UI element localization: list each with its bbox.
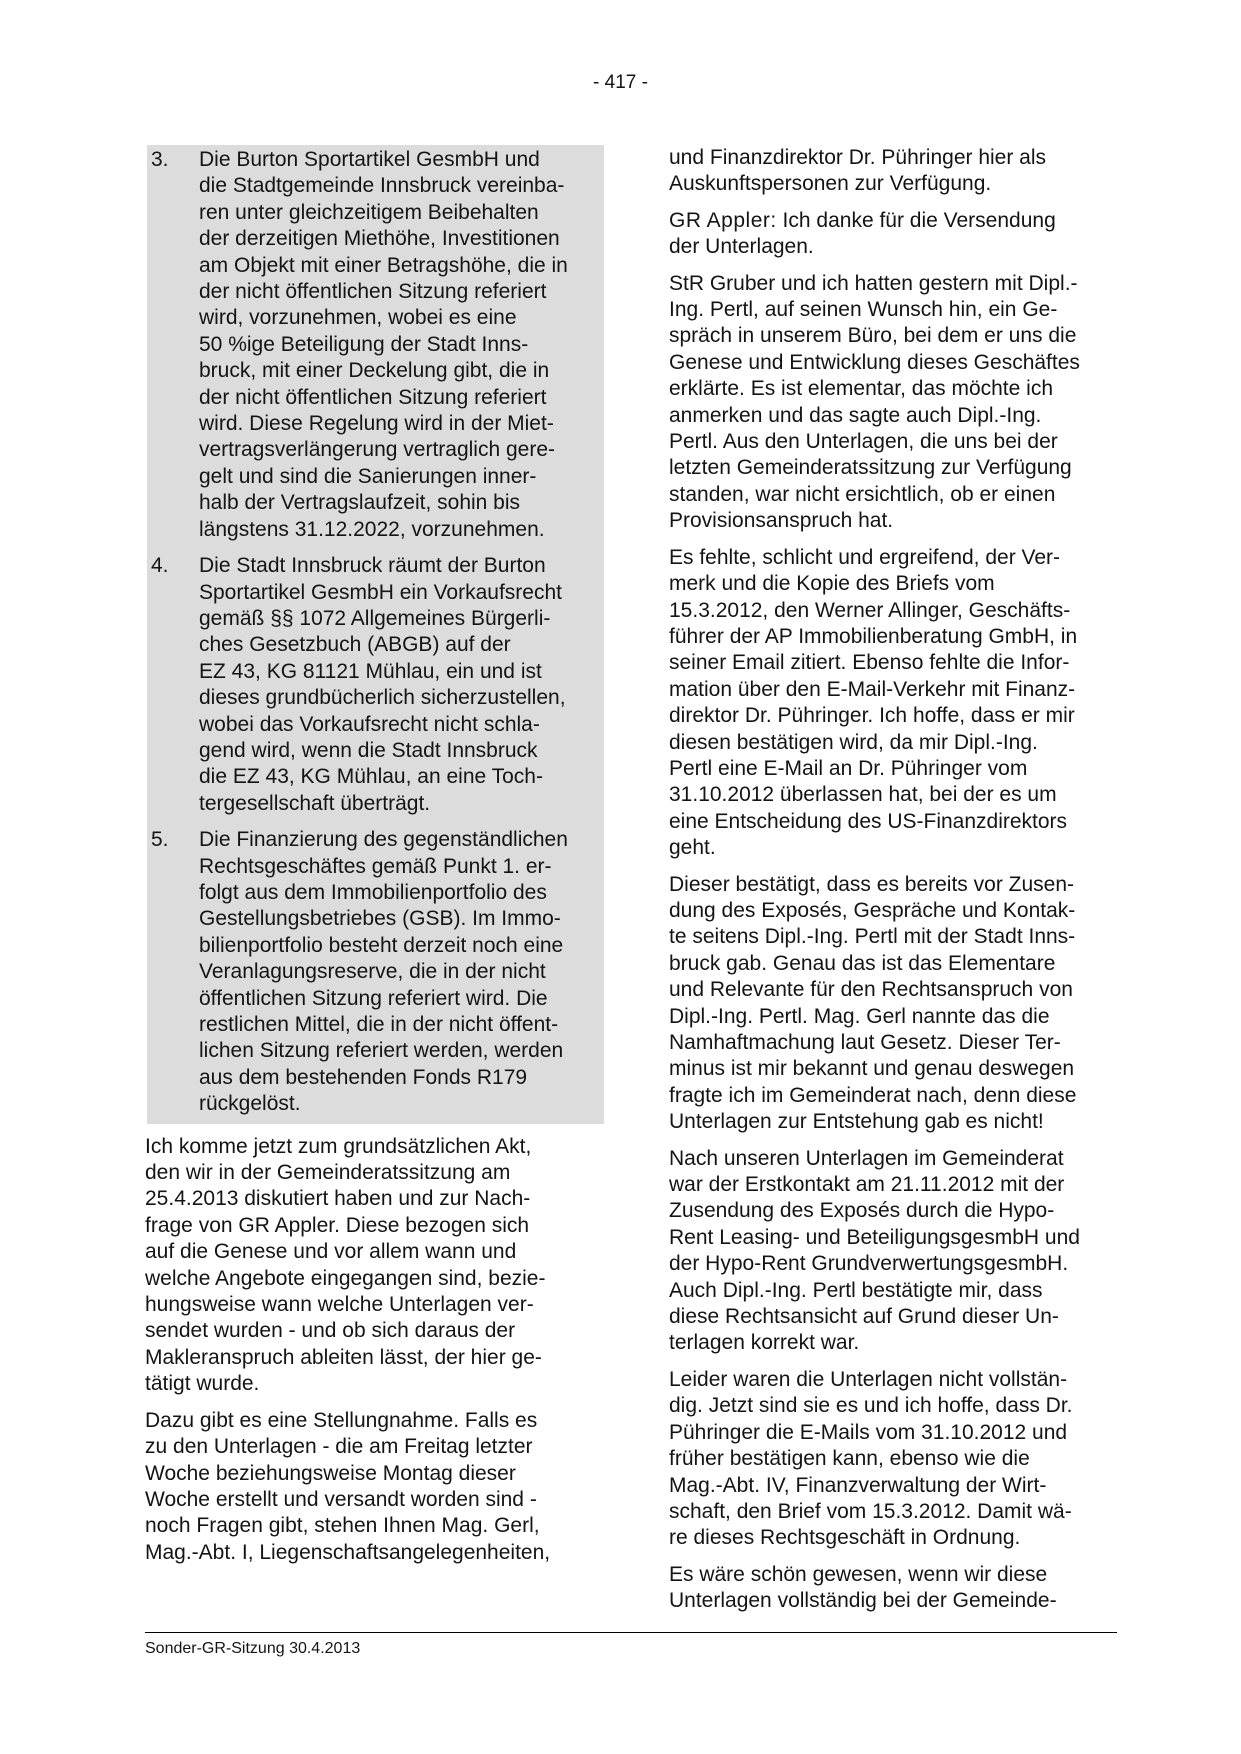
text-line: gelt und sind die Sanierungen inner- — [199, 464, 537, 488]
text-line: direktor Dr. Pühringer. Ich hoffe, dass er mir — [669, 704, 1075, 728]
text-line: der nicht öffentlichen Sitzung referiert — [199, 385, 547, 409]
text-line: Sportartikel GesmbH ein Vorkaufsrecht — [199, 580, 562, 604]
text-line: die Stadtgemeinde Innsbruck vereinba- — [199, 174, 565, 198]
list-item-number: 4. — [151, 554, 169, 578]
paragraph — [669, 1367, 1129, 1552]
list-item-number: 5. — [151, 828, 169, 852]
text-line: Zusendung des Exposés durch die Hypo- — [669, 1199, 1055, 1223]
text-line: Die Stadt Innsbruck räumt der Burton — [199, 554, 546, 578]
text-line: wird, vorzunehmen, wobei es eine — [199, 306, 517, 330]
text-line: Die Burton Sportartikel GesmbH und — [199, 148, 540, 171]
text-line: führer der AP Immobilienberatung GmbH, in — [669, 624, 1078, 648]
text-line: der nicht öffentlichen Sitzung referiert — [199, 280, 547, 304]
text-line: Rechtsgeschäftes gemäß Punkt 1. er- — [199, 854, 552, 878]
paragraph — [669, 545, 1129, 862]
text-line: Leider waren die Unterlagen nicht vollstän- — [669, 1367, 1068, 1391]
text-line: Dieser bestätigt, dass es bereits vor Zusen- — [669, 872, 1075, 896]
text-line: Namhaftmachung laut Gesetz. Dieser Ter- — [669, 1031, 1061, 1054]
text-line: gend wird, wenn die Stadt Innsbruck — [199, 738, 538, 762]
text-line: Auskunftspersonen zur Verfügung. — [669, 172, 992, 196]
list-item-text — [199, 553, 600, 817]
text-line: auf die Genese und vor allem wann und — [145, 1240, 517, 1264]
footer-divider — [145, 1632, 1117, 1633]
text-line: Pertl. Aus den Unterlagen, die uns bei der — [669, 430, 1058, 454]
text-line: zu den Unterlagen - die am Freitag letzter — [145, 1435, 533, 1459]
text-line: noch Fragen gibt, stehen Ihnen Mag. Gerl, — [145, 1514, 540, 1538]
paragraph — [669, 1146, 1129, 1357]
footer-text: Sonder-GR-Sitzung 30.4.2013 — [145, 1640, 361, 1657]
paragraph — [145, 1134, 600, 1398]
text-line: Gestellungsbetriebes (GSB). Im Immo- — [199, 907, 561, 931]
text-line: bilienportfolio besteht derzeit noch eine — [199, 933, 564, 957]
text-line: 50 %ige Beteiligung der Stadt Inns- — [199, 332, 529, 356]
text-line: den wir in der Gemeinderatssitzung am — [145, 1161, 511, 1185]
text-line: Auch Dipl.-Ing. Pertl bestätigte mir, dass — [669, 1278, 1043, 1302]
text-line: bruck, mit einer Deckelung gibt, die in — [199, 359, 550, 383]
text-line: Unterlagen vollständig bei der Gemeinde- — [669, 1589, 1057, 1613]
text-line: standen, war nicht ersichtlich, ob er einen — [669, 482, 1056, 506]
text-line: gemäß §§ 1072 Allgemeines Bürgerli- — [199, 606, 551, 630]
text-line: 25.4.2013 diskutiert haben und zur Nach- — [145, 1187, 531, 1211]
text-line: Genese und Entwicklung dieses Geschäftes — [669, 350, 1080, 374]
text-line: merk und die Kopie des Briefs vom — [669, 572, 995, 596]
text-line: Provisionsanspruch hat. — [669, 509, 894, 533]
text-line: und Finanzdirektor Dr. Pühringer hier als — [669, 146, 1047, 169]
text-line: längstens 31.12.2022, vorzunehmen. — [199, 517, 545, 541]
text-line: 31.10.2012 überlassen hat, bei der es um — [669, 783, 1057, 807]
text-line: diesen bestätigen wird, da mir Dipl.-Ing. — [669, 730, 1038, 754]
resolution-list — [147, 145, 604, 1124]
list-item-4 — [151, 553, 600, 817]
text-line: anmerken und das sagte auch Dipl.-Ing. — [669, 403, 1042, 427]
text-line: ren unter gleichzeitigem Beibehalten — [199, 200, 539, 224]
text-line: schaft, den Brief vom 15.3.2012. Damit wä- — [669, 1499, 1072, 1523]
text-line: der Unterlagen. — [669, 235, 814, 259]
text-line: restlichen Mittel, die in der nicht öffent- — [199, 1013, 559, 1036]
text-line: sendet wurden - und ob sich daraus der — [145, 1319, 516, 1343]
text-line: der Hypo-Rent GrundverwertungsgesmbH. — [669, 1252, 1069, 1276]
page-number: - 417 - — [593, 72, 648, 93]
paragraph — [145, 1408, 600, 1566]
text-line: diese Rechtsansicht auf Grund dieser Un- — [669, 1305, 1059, 1329]
text-line: lichen Sitzung referiert werden, werden — [199, 1039, 564, 1063]
text-line: Mag.-Abt. I, Liegenschaftsangelegenheiten, — [145, 1540, 551, 1564]
text-line: tätigt wurde. — [145, 1372, 260, 1396]
paragraph — [669, 872, 1129, 1136]
list-item-3 — [151, 147, 600, 543]
text-line: spräch in unserem Büro, bei dem er uns die — [669, 324, 1077, 348]
text-line: Ing. Pertl, auf seinen Wunsch hin, ein Ge- — [669, 298, 1058, 322]
text-line: Rent Leasing- und BeteiligungsgesmbH und — [669, 1225, 1080, 1249]
paragraph — [669, 1562, 1129, 1615]
paragraph — [669, 145, 1129, 198]
list-item-text — [199, 827, 600, 1117]
text-line: wird. Diese Regelung wird in der Miet- — [199, 412, 554, 436]
text-line: geht. — [669, 836, 716, 860]
text-line: letzten Gemeinderatssitzung zur Verfügung — [669, 456, 1072, 480]
text-line: Pühringer die E-Mails vom 31.10.2012 und — [669, 1420, 1068, 1444]
text-line: 15.3.2012, den Werner Allinger, Geschäfts- — [669, 598, 1071, 622]
left-column — [145, 145, 600, 1576]
speaker-paragraph — [669, 208, 1129, 261]
text-line: StR Gruber und ich hatten gestern mit Dipl.- — [669, 271, 1078, 295]
text-line: Es fehlte, schlicht und ergreifend, der Ver- — [669, 545, 1061, 569]
text-line: öffentlichen Sitzung referiert wird. Die — [199, 986, 548, 1010]
text-line: Es wäre schön gewesen, wenn wir diese — [669, 1562, 1048, 1586]
text-line: Nach unseren Unterlagen im Gemeinderat — [669, 1146, 1064, 1170]
text-line: rückgelöst. — [199, 1092, 301, 1116]
text-line: Makleranspruch ableiten lässt, der hier ge- — [145, 1345, 542, 1369]
text-line: am Objekt mit einer Betragshöhe, die in — [199, 253, 568, 277]
text-line: Ich komme jetzt zum grundsätzlichen Akt, — [145, 1134, 532, 1158]
text-line: Mag.-Abt. IV, Finanzverwaltung der Wirt- — [669, 1473, 1047, 1497]
text-line: Veranlagungsreserve, die in der nicht — [199, 960, 546, 984]
text-line: Die Finanzierung des gegenständlichen — [199, 828, 568, 852]
right-column — [669, 145, 1129, 1625]
text-line: Pertl eine E-Mail an Dr. Pühringer vom — [669, 756, 1028, 780]
text-line: eine Entscheidung des US-Finanzdirektors — [669, 809, 1068, 833]
speaker-text: Ich danke für die Versendung — [776, 208, 1056, 232]
text-line — [669, 208, 1129, 234]
text-line: terlagen korrekt war. — [669, 1331, 860, 1355]
text-line: tergesellschaft überträgt. — [199, 791, 431, 815]
text-line: die EZ 43, KG Mühlau, an eine Toch- — [199, 765, 543, 789]
text-line: erklärte. Es ist elementar, das möchte ich — [669, 377, 1053, 401]
text-line: ches Gesetzbuch (ABGB) auf der — [199, 633, 511, 657]
text-line: der derzeitigen Miethöhe, Investitionen — [199, 227, 560, 251]
text-line: war der Erstkontakt am 21.11.2012 mit der — [669, 1173, 1065, 1197]
list-item-number: 3. — [151, 148, 169, 171]
text-line: welche Angebote eingegangen sind, bezie- — [145, 1266, 546, 1290]
text-line: wobei das Vorkaufsrecht nicht schla- — [199, 712, 540, 736]
text-line: fragte ich im Gemeinderat nach, denn diese — [669, 1083, 1077, 1107]
speaker-name: GR Appler: — [669, 208, 777, 232]
text-line: vertragsverlängerung vertraglich gere- — [199, 438, 556, 462]
text-line: mation über den E-Mail-Verkehr mit Finanz- — [669, 677, 1076, 701]
paragraph — [669, 271, 1129, 535]
text-line: Dipl.-Ing. Pertl. Mag. Gerl nannte das die — [669, 1004, 1050, 1028]
text-line: te seitens Dipl.-Ing. Pertl mit der Stadt Inns- — [669, 925, 1076, 949]
text-line: halb der Vertragslaufzeit, sohin bis — [199, 491, 521, 515]
text-line: re dieses Rechtsgeschäft in Ordnung. — [669, 1526, 1021, 1550]
text-line: Dazu gibt es eine Stellungnahme. Falls es — [145, 1408, 538, 1432]
text-line: Unterlagen zur Entstehung gab es nicht! — [669, 1110, 1044, 1134]
text-line: EZ 43, KG 81121 Mühlau, ein und ist — [199, 659, 542, 683]
text-line: hungsweise wann welche Unterlagen ver- — [145, 1293, 534, 1317]
text-line: Woche beziehungsweise Montag dieser — [145, 1461, 516, 1485]
text-line: frage von GR Appler. Diese bezogen sich — [145, 1213, 530, 1237]
text-line: und Relevante für den Rechtsanspruch von — [669, 978, 1073, 1002]
text-line: bruck gab. Genau das ist das Elementare — [669, 951, 1056, 975]
text-line: aus dem bestehenden Fonds R179 — [199, 1065, 528, 1089]
text-line: folgt aus dem Immobilienportfolio des — [199, 880, 547, 904]
text-line: dieses grundbücherlich sicherzustellen, — [199, 686, 566, 710]
list-item-text — [199, 147, 600, 543]
text-line: früher bestätigen kann, ebenso wie die — [669, 1447, 1030, 1471]
text-line: dig. Jetzt sind sie es und ich hoffe, dass Dr. — [669, 1394, 1073, 1418]
text-line: dung des Exposés, Gespräche und Kontak- — [669, 898, 1076, 922]
list-item-5 — [151, 827, 600, 1117]
text-line: Woche erstellt und versandt worden sind - — [145, 1487, 537, 1511]
text-line: minus ist mir bekannt und genau deswegen — [669, 1057, 1075, 1081]
text-line: seiner Email zitiert. Ebenso fehlte die Infor- — [669, 651, 1070, 675]
